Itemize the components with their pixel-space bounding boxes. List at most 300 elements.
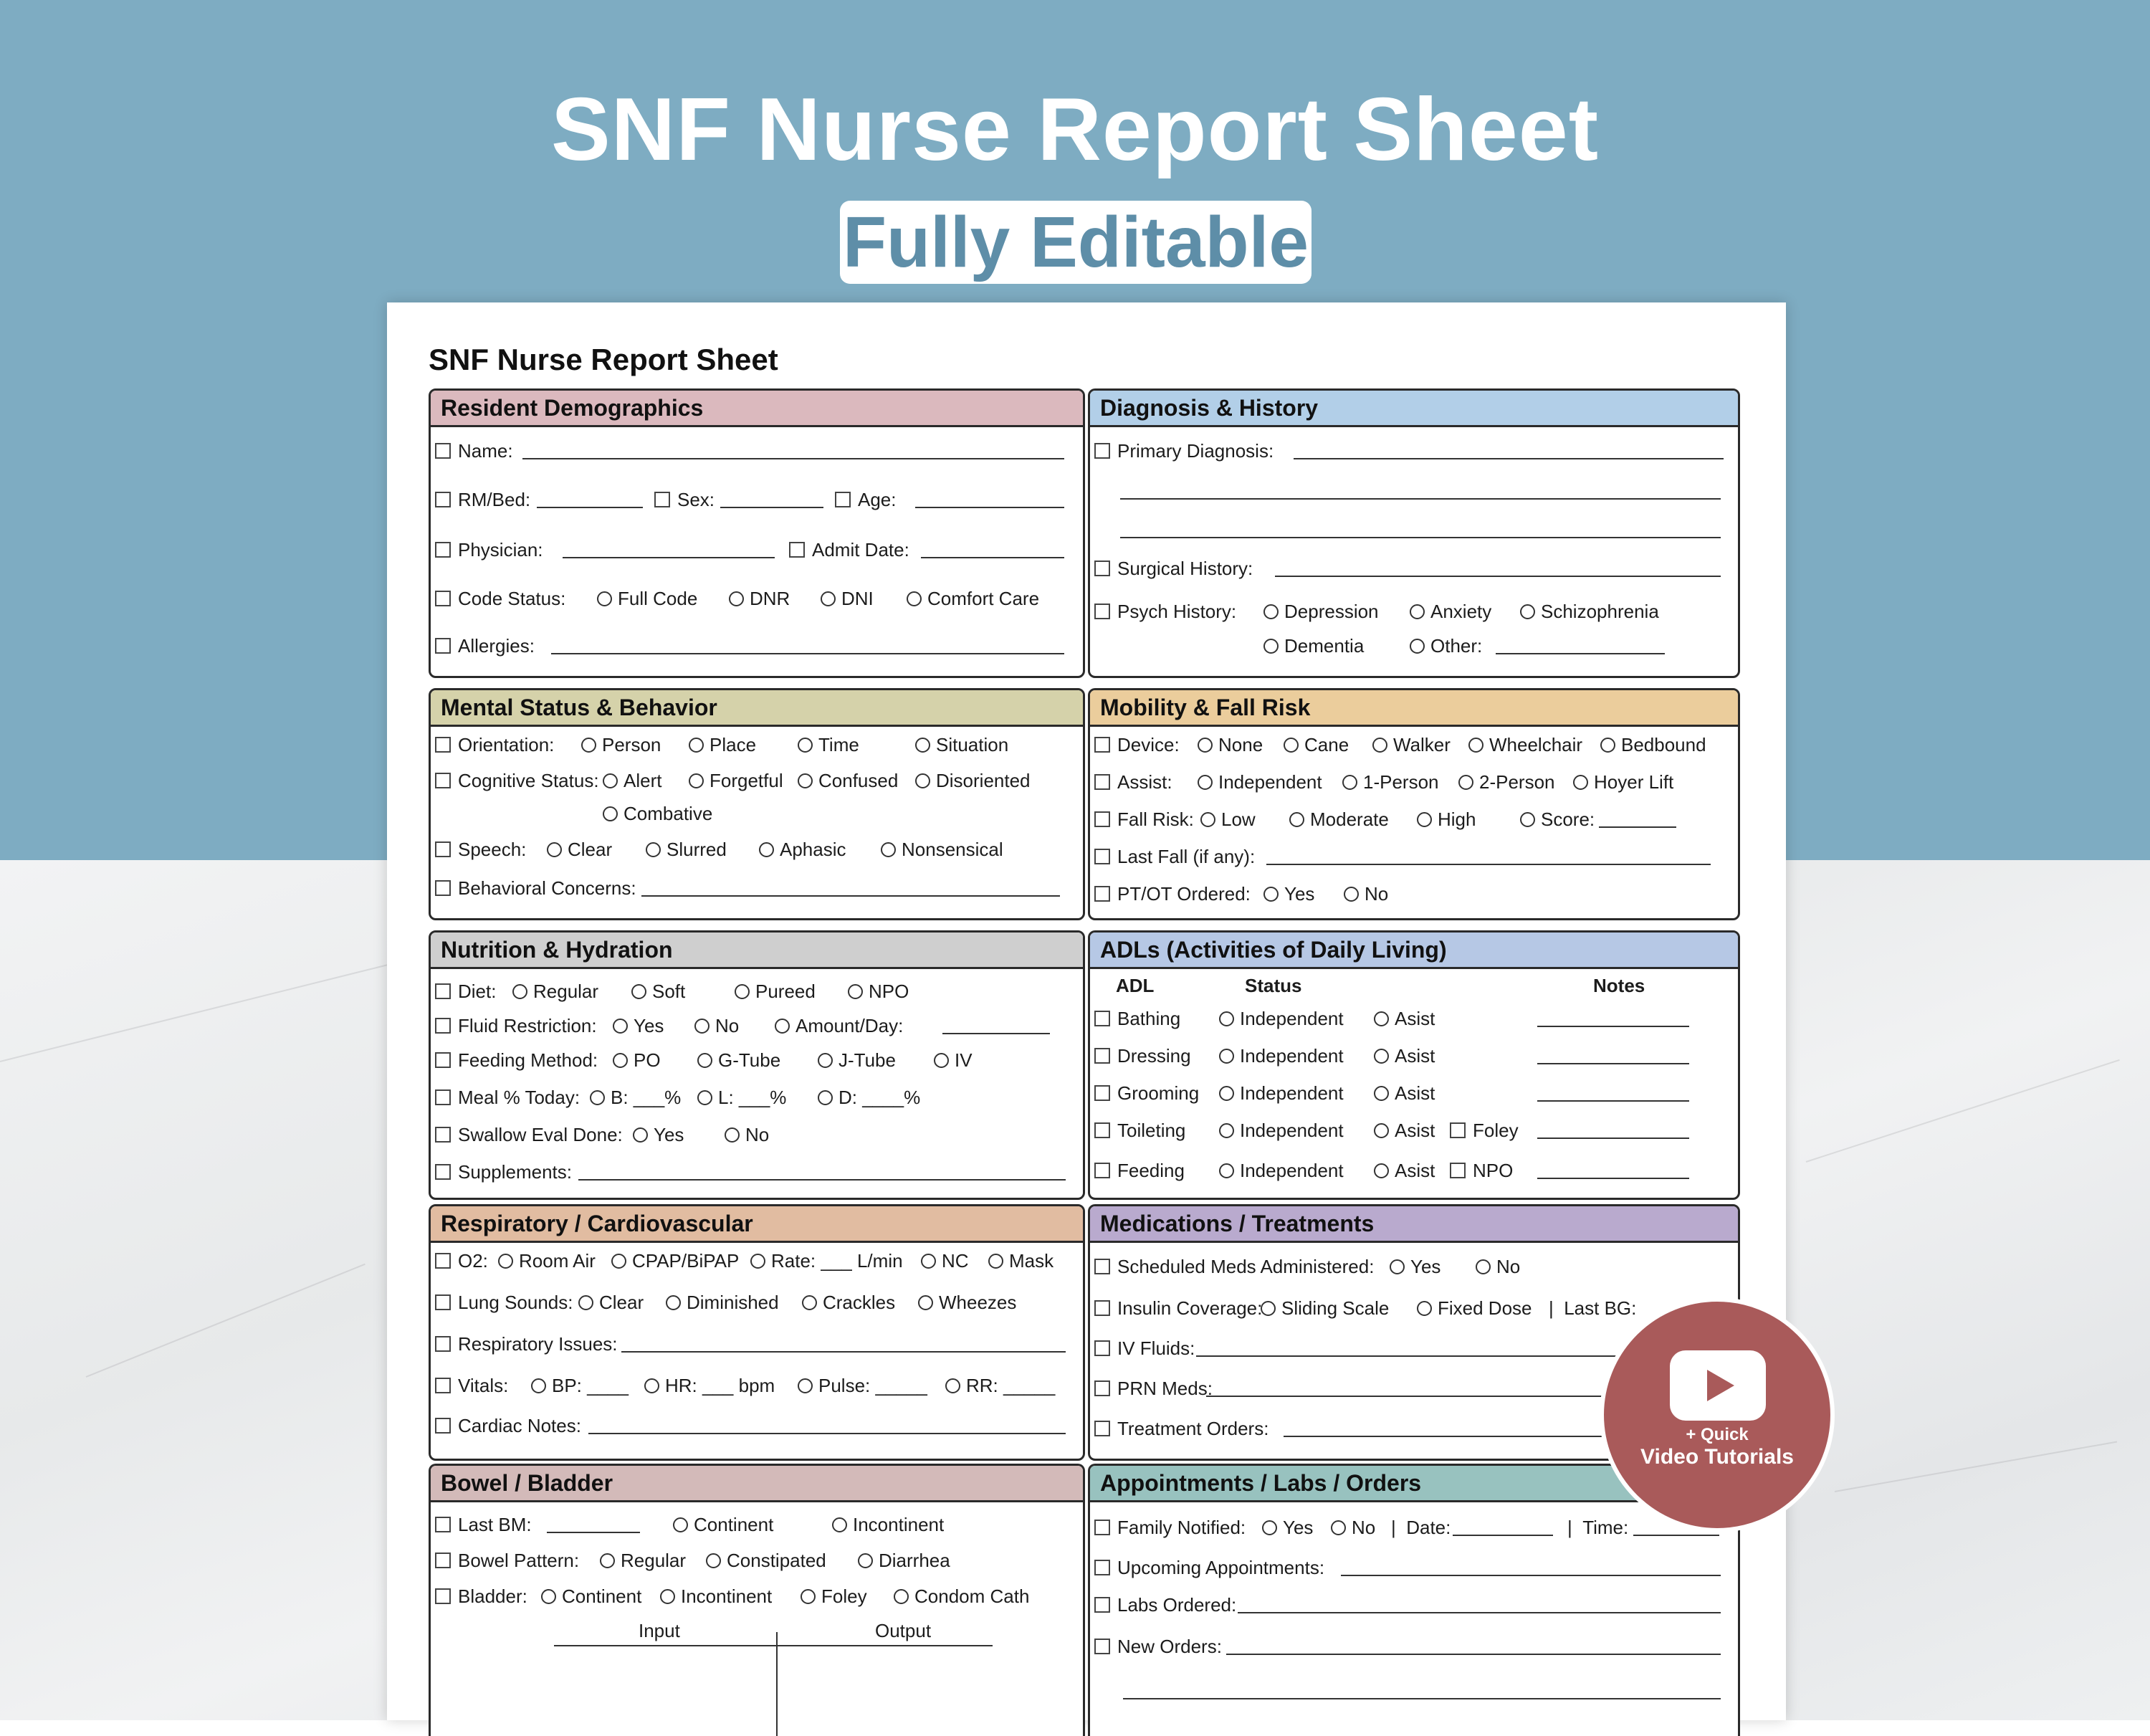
label: Combative — [624, 802, 713, 824]
radio[interactable] — [603, 806, 618, 821]
upcoming-field[interactable] — [1341, 1575, 1721, 1576]
new-orders-field[interactable] — [1226, 1654, 1721, 1655]
label: Situation — [936, 733, 1009, 755]
checkbox[interactable] — [1094, 811, 1110, 827]
label: PO — [634, 1049, 661, 1071]
label: HR: ___ bpm — [665, 1374, 775, 1396]
label: Amount/Day: — [796, 1014, 904, 1036]
radio[interactable] — [697, 1053, 712, 1068]
col-notes: Notes — [1593, 974, 1645, 996]
label: Diet: — [458, 980, 497, 1002]
label: Continent — [562, 1585, 642, 1607]
label: Independent — [1240, 1159, 1344, 1181]
section-header: Mental Status & Behavior — [431, 690, 1083, 727]
radio[interactable] — [531, 1378, 546, 1393]
col-status: Status — [1245, 974, 1302, 996]
label: D: ____% — [838, 1086, 921, 1108]
checkbox[interactable] — [435, 1164, 451, 1180]
checkbox[interactable] — [1094, 774, 1110, 790]
label: G-Tube — [718, 1049, 781, 1071]
radio[interactable] — [1374, 1123, 1389, 1138]
label: Orientation: — [458, 733, 555, 755]
checkbox[interactable] — [1450, 1163, 1466, 1178]
label: Insulin Coverage: — [1117, 1297, 1263, 1319]
label: Last BM: — [458, 1513, 532, 1535]
label: Toileting — [1117, 1119, 1186, 1141]
label: Scheduled Meds Administered: — [1117, 1255, 1375, 1277]
radio[interactable] — [1520, 812, 1535, 827]
label: 1-Person — [1363, 771, 1439, 793]
checkbox[interactable] — [435, 1418, 451, 1434]
checkbox[interactable] — [435, 591, 451, 606]
label: Anxiety — [1430, 600, 1492, 622]
label: Person — [602, 733, 661, 755]
label: NPO — [869, 980, 909, 1002]
radio[interactable] — [600, 1553, 615, 1568]
radio[interactable] — [1219, 1163, 1234, 1178]
amount-day-field[interactable] — [942, 1033, 1050, 1034]
label: Full Code — [618, 587, 698, 609]
surgical-history-field[interactable] — [1275, 576, 1721, 577]
radio[interactable] — [1410, 604, 1425, 619]
radio[interactable] — [945, 1378, 960, 1393]
label: Family Notified: — [1117, 1516, 1246, 1538]
checkbox[interactable] — [435, 841, 451, 857]
label: Treatment Orders: — [1117, 1417, 1269, 1439]
radio[interactable] — [697, 1090, 712, 1105]
radio[interactable] — [818, 1090, 833, 1105]
radio[interactable] — [881, 842, 896, 857]
label: Respiratory Issues: — [458, 1332, 618, 1355]
radio[interactable] — [613, 1019, 628, 1034]
label: RR: _____ — [966, 1374, 1056, 1396]
checkbox[interactable] — [1094, 443, 1110, 459]
radio[interactable] — [1417, 812, 1432, 827]
radio[interactable] — [590, 1090, 605, 1105]
label: Yes — [654, 1123, 684, 1145]
label: None — [1218, 733, 1263, 755]
radio[interactable] — [646, 842, 661, 857]
radio[interactable] — [1374, 1086, 1389, 1101]
video-tutorials-badge[interactable] — [1600, 1297, 1835, 1532]
checkbox[interactable] — [1094, 1639, 1110, 1654]
checkbox[interactable] — [1094, 1011, 1110, 1026]
label: Constipated — [727, 1549, 826, 1571]
adl-row — [1090, 1004, 1738, 1033]
notes-field[interactable] — [1537, 1100, 1689, 1102]
checkbox[interactable] — [1094, 1259, 1110, 1274]
checkbox[interactable] — [435, 542, 451, 558]
report-sheet — [387, 302, 1786, 1720]
label: Asist — [1395, 1119, 1435, 1141]
notes-field[interactable] — [1537, 1026, 1689, 1027]
radio[interactable] — [832, 1517, 847, 1532]
radio[interactable] — [1573, 775, 1588, 790]
radio[interactable] — [1219, 1011, 1234, 1026]
radio[interactable] — [541, 1589, 556, 1604]
radio[interactable] — [706, 1553, 721, 1568]
label: No — [1365, 882, 1389, 905]
label: J-Tube — [838, 1049, 896, 1071]
radio[interactable] — [1520, 604, 1535, 619]
checkbox[interactable] — [435, 773, 451, 788]
label: Independent — [1240, 1119, 1344, 1141]
section-diagnosis — [1088, 388, 1740, 678]
label: Pulse: _____ — [818, 1374, 927, 1396]
radio[interactable] — [848, 984, 863, 999]
radio[interactable] — [934, 1053, 949, 1068]
label: Labs Ordered: — [1117, 1593, 1237, 1616]
checkbox[interactable] — [435, 1052, 451, 1068]
label: Upcoming Appointments: — [1117, 1556, 1325, 1578]
checkbox[interactable] — [1094, 886, 1110, 902]
radio[interactable] — [1410, 639, 1425, 654]
radio[interactable] — [644, 1378, 659, 1393]
label: Time: — [1582, 1516, 1629, 1538]
label: Yes — [634, 1014, 664, 1036]
sheet-title: SNF Nurse Report Sheet — [429, 343, 778, 376]
label: Diminished — [687, 1291, 779, 1313]
label: Meal % Today: — [458, 1086, 580, 1108]
radio[interactable] — [1263, 604, 1279, 619]
label: New Orders: — [1117, 1635, 1222, 1657]
checkbox[interactable] — [435, 638, 451, 654]
label: 2-Person — [1479, 771, 1555, 793]
rm-bed-field[interactable] — [537, 507, 643, 508]
label: Incontinent — [681, 1585, 773, 1607]
col-adl: ADL — [1116, 974, 1155, 996]
section-adls — [1088, 930, 1740, 1200]
label: Dementia — [1284, 634, 1365, 657]
radio[interactable] — [689, 773, 704, 788]
checkbox[interactable] — [435, 1089, 451, 1105]
radio[interactable] — [633, 1127, 648, 1143]
last-fall-field[interactable] — [1266, 864, 1711, 865]
badge-plus-text: + Quick — [1686, 1425, 1749, 1444]
label: Yes — [1283, 1516, 1314, 1538]
section-header: Diagnosis & History — [1090, 391, 1738, 427]
radio[interactable] — [1219, 1049, 1234, 1064]
radio[interactable] — [988, 1254, 1003, 1269]
radio[interactable] — [802, 1295, 817, 1310]
label: DNR — [750, 587, 790, 609]
badge-label: Video Tutorials — [1640, 1445, 1794, 1469]
radio[interactable] — [1390, 1259, 1405, 1274]
checkbox[interactable] — [1094, 737, 1110, 753]
label: Date: — [1406, 1516, 1451, 1538]
label: Sliding Scale — [1281, 1297, 1390, 1319]
radio[interactable] — [1219, 1123, 1234, 1138]
label: No — [745, 1123, 770, 1145]
checkbox[interactable] — [789, 542, 805, 558]
primary-diagnosis-line-2[interactable] — [1120, 498, 1721, 500]
checkbox[interactable] — [1094, 1520, 1110, 1535]
checkbox[interactable] — [435, 1127, 451, 1143]
section-header: Mobility & Fall Risk — [1090, 690, 1738, 727]
radio[interactable] — [597, 591, 612, 606]
sex-field[interactable] — [720, 507, 823, 508]
adl-row — [1090, 1079, 1738, 1107]
checkbox[interactable] — [1094, 1085, 1110, 1101]
hero-title: SNF Nurse Report Sheet — [550, 80, 1600, 179]
radio[interactable] — [689, 738, 704, 753]
checkbox[interactable] — [435, 1253, 451, 1269]
radio[interactable] — [498, 1254, 513, 1269]
behavioral-field[interactable] — [641, 895, 1060, 897]
radio[interactable] — [512, 984, 527, 999]
label: Admit Date: — [812, 538, 909, 561]
cardiac-notes-field[interactable] — [588, 1433, 1066, 1434]
radio[interactable] — [581, 738, 596, 753]
checkbox[interactable] — [435, 1588, 451, 1604]
section-mobility — [1088, 688, 1740, 920]
checkbox[interactable] — [1094, 1163, 1110, 1178]
checkbox[interactable] — [1094, 604, 1110, 619]
radio[interactable] — [1331, 1520, 1346, 1535]
checkbox[interactable] — [435, 983, 451, 999]
radio[interactable] — [1261, 1301, 1276, 1316]
radio[interactable] — [1262, 1520, 1277, 1535]
label: Code Status: — [458, 587, 566, 609]
radio[interactable] — [631, 984, 646, 999]
label: Disoriented — [936, 769, 1031, 791]
checkbox[interactable] — [1094, 1300, 1110, 1316]
radio[interactable] — [1284, 738, 1299, 753]
section-header: Resident Demographics — [431, 391, 1083, 427]
radio[interactable] — [1219, 1086, 1234, 1101]
checkbox[interactable] — [435, 443, 451, 459]
label: Incontinent — [853, 1513, 945, 1535]
label: Score: — [1541, 808, 1595, 830]
checkbox[interactable] — [435, 1553, 451, 1568]
label: Moderate — [1310, 808, 1389, 830]
section-header: Medications / Treatments — [1090, 1206, 1738, 1243]
radio[interactable] — [1468, 738, 1484, 753]
label: Feeding — [1117, 1159, 1185, 1181]
radio[interactable] — [694, 1019, 710, 1034]
label: Feeding Method: — [458, 1049, 598, 1071]
label: Slurred — [666, 838, 727, 860]
label: Fixed Dose — [1438, 1297, 1532, 1319]
checkbox[interactable] — [435, 737, 451, 753]
label: Primary Diagnosis: — [1117, 439, 1274, 462]
label: Bathing — [1117, 1007, 1181, 1029]
label: Aphasic — [780, 838, 846, 860]
label: IV Fluids: — [1117, 1337, 1195, 1359]
section-header: ADLs (Activities of Daily Living) — [1090, 933, 1738, 969]
supplements-field[interactable] — [578, 1179, 1066, 1181]
radio[interactable] — [759, 842, 774, 857]
checkbox[interactable] — [1094, 561, 1110, 576]
radio[interactable] — [578, 1295, 593, 1310]
label: Psych History: — [1117, 600, 1237, 622]
new-orders-line-2[interactable] — [1123, 1698, 1721, 1699]
radio[interactable] — [729, 591, 744, 606]
label: Bowel Pattern: — [458, 1549, 580, 1571]
adl-row — [1090, 1041, 1738, 1070]
radio[interactable] — [921, 1254, 936, 1269]
radio[interactable] — [1198, 738, 1213, 753]
label: Clear — [568, 838, 613, 860]
checkbox[interactable] — [1094, 1048, 1110, 1064]
label: Regular — [533, 980, 599, 1002]
time-field[interactable] — [1633, 1535, 1719, 1536]
radio[interactable] — [918, 1295, 933, 1310]
labs-field[interactable] — [1238, 1612, 1721, 1613]
checkbox[interactable] — [1094, 849, 1110, 864]
respiratory-issues-field[interactable] — [621, 1351, 1066, 1353]
label: Age: — [858, 488, 897, 510]
label: Asist — [1395, 1007, 1435, 1029]
section-header: Appointments / Labs / Orders — [1090, 1466, 1738, 1502]
editable-badge: Fully Editable — [840, 201, 1312, 284]
primary-diagnosis-field[interactable] — [1294, 458, 1724, 459]
radio[interactable] — [611, 1254, 626, 1269]
label: Last BG: — [1564, 1297, 1637, 1319]
label: Bedbound — [1621, 733, 1706, 755]
notes-field[interactable] — [1537, 1063, 1689, 1064]
radio[interactable] — [894, 1589, 909, 1604]
radio[interactable] — [1372, 738, 1387, 753]
radio[interactable] — [1600, 738, 1615, 753]
radio[interactable] — [915, 738, 930, 753]
play-icon — [1670, 1350, 1766, 1421]
name-field[interactable] — [522, 458, 1064, 459]
label: Sex: — [677, 488, 715, 510]
label: Name: — [458, 439, 513, 462]
radio[interactable] — [547, 842, 562, 857]
admit-date-field[interactable] — [921, 557, 1064, 558]
radio[interactable] — [858, 1553, 873, 1568]
checkbox[interactable] — [835, 492, 851, 507]
radio[interactable] — [1374, 1011, 1389, 1026]
label: Yes — [1284, 882, 1315, 905]
label: Wheelchair — [1489, 733, 1583, 755]
section-nutrition — [429, 930, 1085, 1200]
label: Cognitive Status: — [458, 769, 599, 791]
radio[interactable] — [915, 773, 930, 788]
checkbox[interactable] — [435, 880, 451, 896]
checkbox[interactable] — [654, 492, 670, 507]
label: Comfort Care — [927, 587, 1040, 609]
radio[interactable] — [1198, 775, 1213, 790]
radio[interactable] — [798, 738, 813, 753]
label: Independent — [1218, 771, 1322, 793]
checkbox[interactable] — [435, 492, 451, 507]
checkbox[interactable] — [1450, 1122, 1466, 1138]
radio[interactable] — [750, 1254, 765, 1269]
radio[interactable] — [1476, 1259, 1491, 1274]
checkbox[interactable] — [1094, 1380, 1110, 1396]
radio[interactable] — [1200, 812, 1215, 827]
label: Allergies: — [458, 634, 535, 657]
radio[interactable] — [735, 984, 750, 999]
label: Low — [1221, 808, 1256, 830]
physician-field[interactable] — [563, 557, 775, 558]
radio[interactable] — [818, 1053, 833, 1068]
radio[interactable] — [1344, 887, 1359, 902]
radio[interactable] — [660, 1589, 675, 1604]
label: Room Air — [519, 1249, 596, 1272]
checkbox[interactable] — [435, 1517, 451, 1532]
label: Place — [710, 733, 757, 755]
checkbox[interactable] — [1094, 1122, 1110, 1138]
radio[interactable] — [907, 591, 922, 606]
psych-other-field[interactable] — [1496, 653, 1665, 654]
radio[interactable] — [673, 1517, 688, 1532]
notes-field[interactable] — [1537, 1138, 1689, 1139]
radio[interactable] — [798, 1378, 813, 1393]
label: RM/Bed: — [458, 488, 531, 510]
fall-score-field[interactable] — [1599, 826, 1676, 828]
notes-field[interactable] — [1537, 1178, 1689, 1179]
age-field[interactable] — [915, 507, 1064, 508]
checkbox[interactable] — [435, 1018, 451, 1034]
radio[interactable] — [1289, 812, 1304, 827]
label: Assist: — [1117, 771, 1172, 793]
label: Clear — [599, 1291, 644, 1313]
radio[interactable] — [801, 1589, 816, 1604]
label: Surgical History: — [1117, 557, 1253, 579]
checkbox[interactable] — [435, 1336, 451, 1352]
allergies-field[interactable] — [551, 653, 1064, 654]
radio[interactable] — [1374, 1163, 1389, 1178]
io-table-vertical — [776, 1632, 778, 1736]
label: Regular — [621, 1549, 687, 1571]
checkbox[interactable] — [435, 1378, 451, 1393]
checkbox[interactable] — [1094, 1560, 1110, 1575]
last-bm-field[interactable] — [547, 1532, 640, 1533]
label: Depression — [1284, 600, 1379, 622]
radio[interactable] — [1263, 639, 1279, 654]
label: Cane — [1304, 733, 1349, 755]
date-field[interactable] — [1453, 1535, 1553, 1536]
checkbox[interactable] — [1094, 1421, 1110, 1436]
label: L: ___% — [718, 1086, 787, 1108]
radio[interactable] — [666, 1295, 681, 1310]
primary-diagnosis-line-3[interactable] — [1120, 537, 1721, 538]
checkbox[interactable] — [1094, 1597, 1110, 1613]
label: IV — [955, 1049, 973, 1071]
label: NC — [942, 1249, 969, 1272]
label: PT/OT Ordered: — [1117, 882, 1251, 905]
label: Speech: — [458, 838, 527, 860]
radio[interactable] — [775, 1019, 790, 1034]
radio[interactable] — [1374, 1049, 1389, 1064]
radio[interactable] — [821, 591, 836, 606]
label: Time — [818, 733, 859, 755]
radio[interactable] — [613, 1053, 628, 1068]
label: CPAP/BiPAP — [632, 1249, 740, 1272]
label: Nonsensical — [902, 838, 1003, 860]
label: Diarrhea — [879, 1549, 950, 1571]
radio[interactable] — [1263, 887, 1279, 902]
section-header: Nutrition & Hydration — [431, 933, 1083, 969]
checkbox[interactable] — [1094, 1340, 1110, 1356]
radio[interactable] — [1342, 775, 1357, 790]
radio[interactable] — [725, 1127, 740, 1143]
label: Independent — [1240, 1007, 1344, 1029]
io-table-horizontal — [554, 1645, 993, 1646]
radio[interactable] — [1458, 775, 1473, 790]
radio[interactable] — [798, 773, 813, 788]
radio[interactable] — [603, 773, 618, 788]
section-medications: Medications / Treatments Scheduled Meds Administered: Yes No Insulin Coverage: Sliding Scale Fixed Dose | Last BG: IV Fluids: PRN Meds: Treatment Orders: — [1088, 1204, 1740, 1461]
label: No — [1496, 1255, 1521, 1277]
radio[interactable] — [1417, 1301, 1432, 1316]
label: Lung Sounds: — [458, 1291, 573, 1313]
checkbox[interactable] — [435, 1294, 451, 1310]
